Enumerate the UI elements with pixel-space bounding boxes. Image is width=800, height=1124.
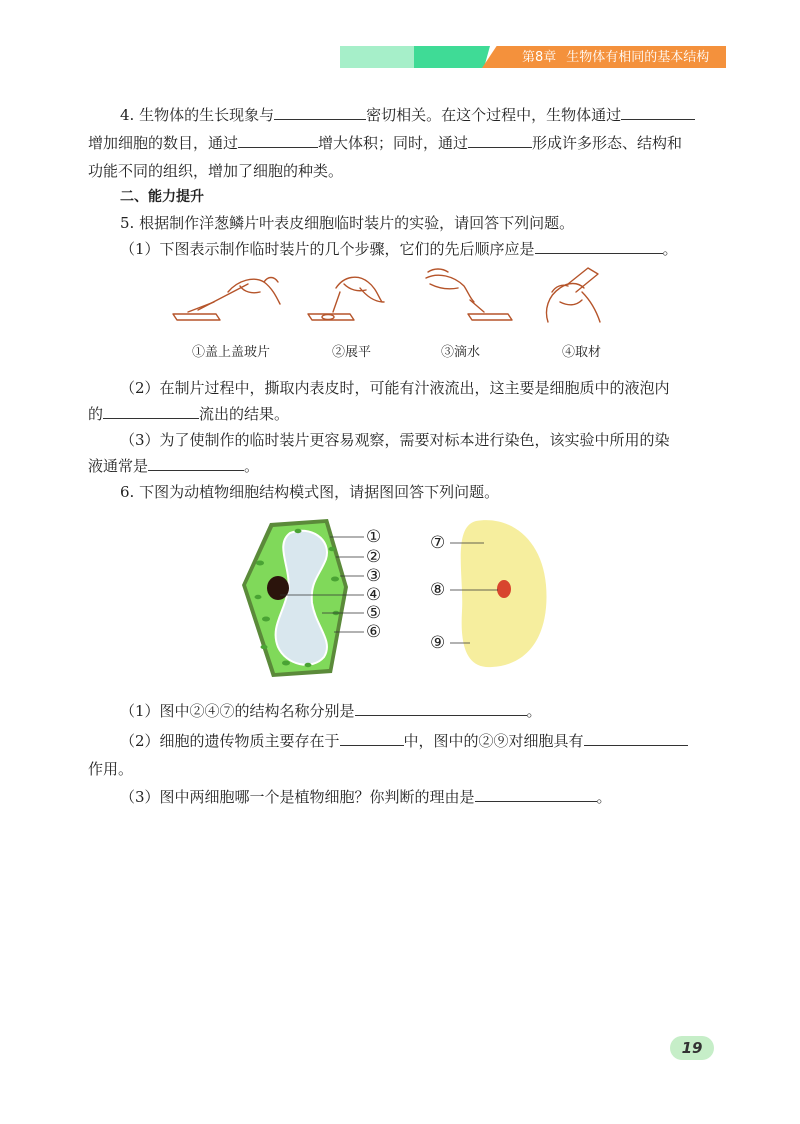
label-4: ④ bbox=[366, 585, 382, 605]
q6-part-1-end: 。 bbox=[526, 702, 542, 720]
q5-stem: 5. 根据制作洋葱鳞片叶表皮细胞临时装片的实验，请回答下列问题。 bbox=[120, 214, 575, 232]
page-number: 19 bbox=[681, 1039, 703, 1057]
step-caption-1: ①盖上盖玻片 bbox=[192, 345, 271, 360]
label-8: ⑧ bbox=[430, 580, 446, 600]
q4-line-3: 功能不同的组织，增加了细胞的种类。 bbox=[88, 162, 344, 180]
q6-stem: 6. 下图为动植物细胞结构模式图，请据图回答下列问题。 bbox=[120, 483, 500, 501]
q5-part-3-line-1: （3）为了使制作的临时装片更容易观察，需要对标本进行染色，该实验中所用的染 bbox=[120, 431, 670, 449]
q4-text-5: 形成许多形态、结构和 bbox=[532, 134, 683, 152]
q4-text-2: 密切相关。在这个过程中，生物体通过 bbox=[366, 106, 622, 124]
blank-q5-1[interactable] bbox=[535, 238, 663, 254]
q6-part-2-text-1: （2）细胞的遗传物质主要存在于 bbox=[120, 732, 340, 750]
label-5: ⑤ bbox=[366, 603, 382, 623]
q6-part-1-text: （1）图中②④⑦的结构名称分别是 bbox=[120, 702, 355, 720]
blank-q4-3[interactable] bbox=[238, 132, 318, 148]
step-caption-2: ②展平 bbox=[332, 345, 372, 360]
section-heading: 二、能力提升 bbox=[120, 189, 204, 205]
animal-cell-nucleus bbox=[497, 580, 511, 598]
blank-q4-4[interactable] bbox=[468, 132, 532, 148]
step-drop-water-drawing bbox=[426, 269, 512, 320]
chapter-title: 生物体有相同的基本结构 bbox=[566, 50, 710, 65]
label-6: ⑥ bbox=[366, 622, 382, 642]
header-band-light bbox=[340, 46, 414, 68]
step-spread-drawing bbox=[308, 277, 384, 320]
q5-part-2-text: 的 bbox=[88, 405, 104, 423]
q5-part-2-line-2 bbox=[88, 403, 289, 425]
blank-q6-4[interactable] bbox=[475, 786, 597, 802]
q6-part-2-line-2: 作用。 bbox=[88, 760, 134, 778]
chapter-number: 第8章 bbox=[522, 50, 557, 65]
q6-part-1 bbox=[120, 700, 542, 722]
blank-q4-2[interactable] bbox=[621, 104, 695, 120]
q5-part-2-line-1: （2）在制片过程中，撕取内表皮时，可能有汁液流出，这主要是细胞质中的液泡内 bbox=[120, 379, 670, 397]
step-caption-3: ③滴水 bbox=[441, 345, 481, 360]
label-7: ⑦ bbox=[430, 533, 446, 553]
blank-q5-2[interactable] bbox=[103, 403, 199, 419]
label-2: ② bbox=[366, 547, 382, 567]
q6-part-3-end: 。 bbox=[596, 788, 612, 806]
q5-part-3-end: 。 bbox=[244, 457, 260, 475]
q4-text-3: 增加细胞的数目，通过 bbox=[88, 134, 239, 152]
step-cover-slip-drawing bbox=[173, 278, 280, 321]
q6-part-2-text-2: 中，图中的②⑨对细胞具有 bbox=[403, 732, 584, 750]
q4-text-4: 增大体积；同时，通过 bbox=[318, 134, 469, 152]
blank-q6-2[interactable] bbox=[340, 730, 404, 746]
cell-structure-diagram bbox=[240, 515, 560, 695]
q5-part-1-end: 。 bbox=[662, 240, 678, 258]
chapter-header bbox=[522, 48, 709, 68]
label-9: ⑨ bbox=[430, 633, 446, 653]
q6-part-2 bbox=[120, 730, 688, 752]
label-1: ① bbox=[366, 527, 382, 547]
plant-cell bbox=[242, 519, 364, 677]
q5-part-3-text: 液通常是 bbox=[88, 457, 149, 475]
label-3: ③ bbox=[366, 566, 382, 586]
q4-line-2 bbox=[88, 132, 682, 154]
q4-line-1 bbox=[120, 104, 695, 126]
blank-q5-3[interactable] bbox=[148, 455, 244, 471]
q5-part-3-line-2 bbox=[88, 455, 259, 477]
q5-part-1-text: （1）下图表示制作临时装片的几个步骤，它们的先后顺序应是 bbox=[120, 240, 535, 258]
header-band-green bbox=[414, 46, 490, 68]
q6-part-3 bbox=[120, 786, 612, 808]
q6-part-3-text: （3）图中两细胞哪一个是植物细胞？你判断的理由是 bbox=[120, 788, 475, 806]
q5-part-2-end: 流出的结果。 bbox=[199, 405, 290, 423]
animal-cell bbox=[450, 520, 547, 667]
blank-q6-1[interactable] bbox=[355, 700, 527, 716]
step-caption-4: ④取材 bbox=[562, 345, 602, 360]
q5-part-1 bbox=[120, 238, 678, 260]
q4-text-1: 4. 生物体的生长现象与 bbox=[120, 106, 275, 124]
page-number-badge bbox=[670, 1036, 714, 1060]
plant-cell-nucleus bbox=[267, 576, 289, 600]
blank-q4-1[interactable] bbox=[274, 104, 366, 120]
blank-q6-3[interactable] bbox=[584, 730, 688, 746]
step-take-material-drawing bbox=[547, 268, 601, 322]
